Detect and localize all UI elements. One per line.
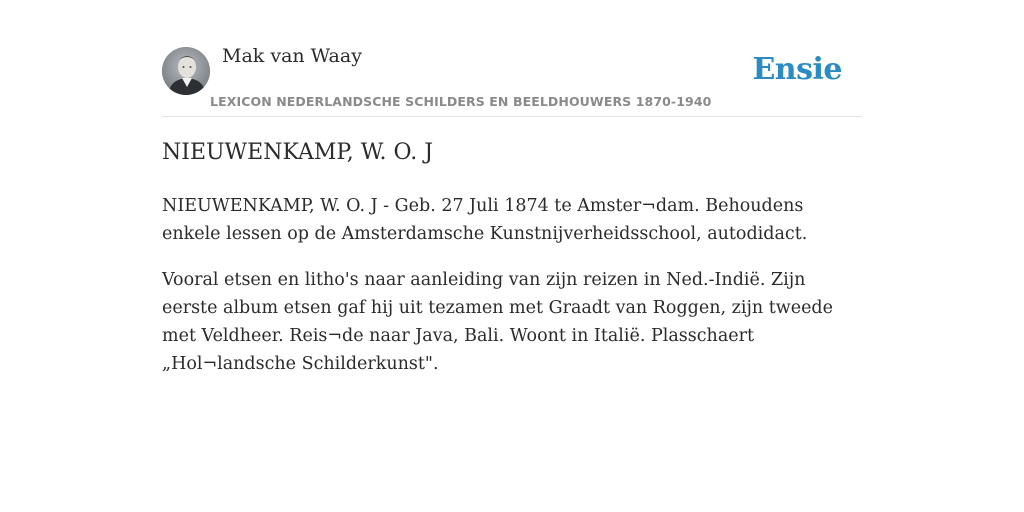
- article-body: [162, 192, 862, 396]
- avatar[interactable]: [162, 47, 210, 95]
- brand-logo[interactable]: Ensie: [752, 52, 842, 87]
- article-title: NIEUWENKAMP, W. O. J: [162, 140, 434, 165]
- paragraph: NIEUWENKAMP, W. O. J - Geb. 27 Juli 1874 te Amster¬dam. Behoudens enkele lessen op de Amsterdamsche Kunstnijverheidsschool, autodidact.: [162, 196, 808, 244]
- paragraph: Vooral etsen en litho's naar aanleiding van zijn reizen in Ned.-Indië. Zijn eerste album etsen gaf hij uit tezamen met Graadt van Roggen, zijn tweede met Veldheer. Reis¬de naar Java, Bali. Woont in Italië. Plasschaert „Hol¬landsche Schilderkunst".: [162, 270, 833, 374]
- portrait-image: [162, 47, 210, 95]
- header: [162, 0, 862, 117]
- page-container: [162, 0, 862, 374]
- lexicon-title[interactable]: LEXICON NEDERLANDSCHE SCHILDERS EN BEELDHOUWERS 1870-1940: [210, 94, 712, 109]
- author-name[interactable]: Mak van Waay: [222, 45, 362, 67]
